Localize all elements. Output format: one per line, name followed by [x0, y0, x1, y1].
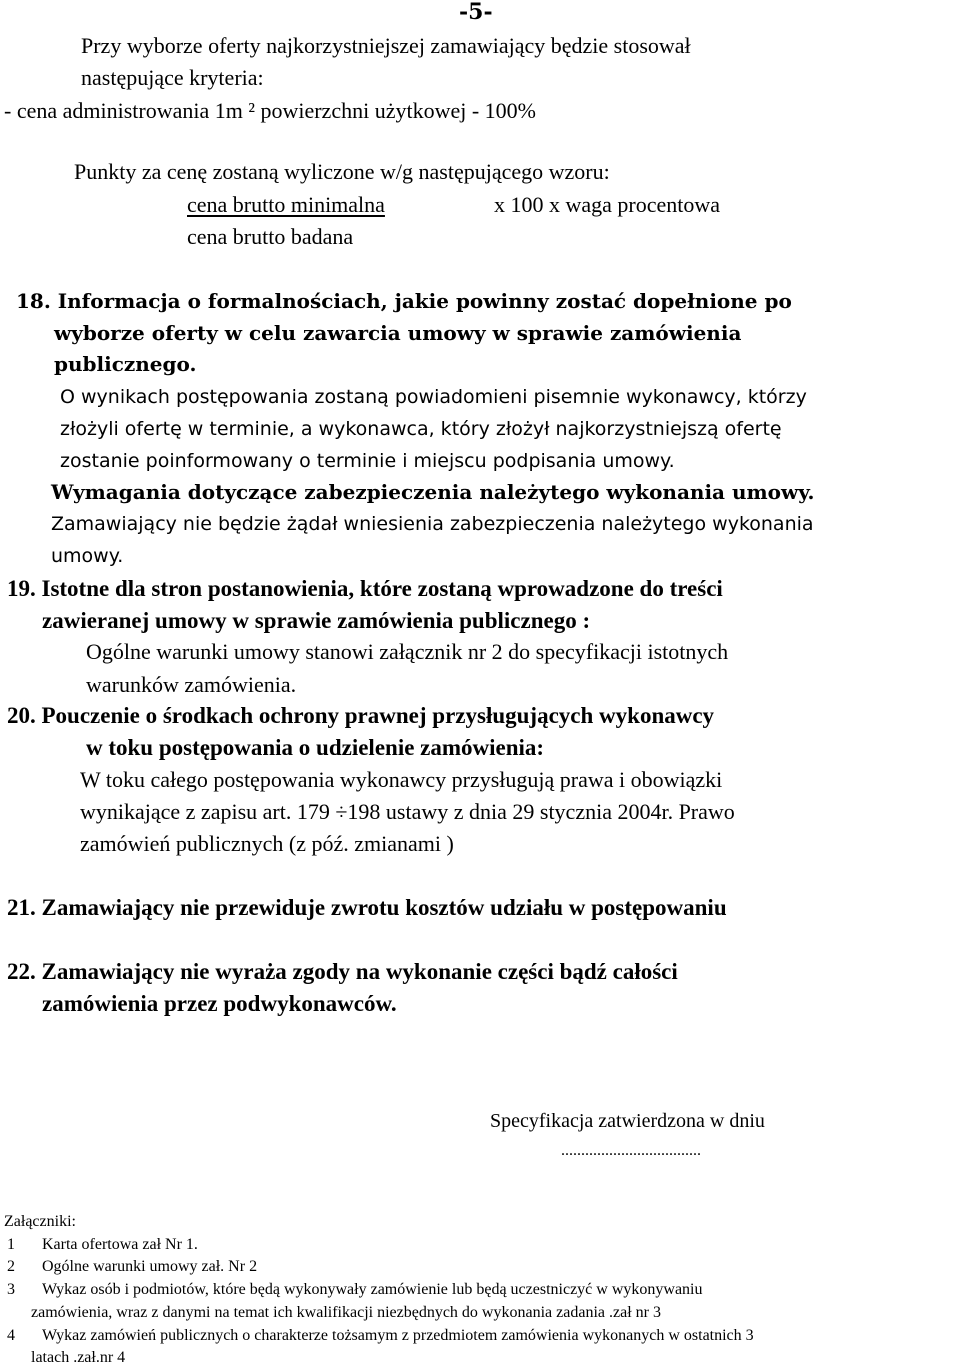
section-18-sub-body-line-1: Zamawiający nie będzie żądał wniesienia zabezpieczenia należytego wykonania [51, 513, 814, 535]
section-19-title-line-1: 19. Istotne dla stron postanowienia, które zostaną wprowadzone do treści [7, 576, 723, 601]
section-19-body-line-1: Ogólne warunki umowy stanowi załącznik nr 2 do specyfikacji istotnych [86, 639, 729, 664]
section-20-body-line-3: zamówień publicznych (z póź. zmianami ) [80, 831, 454, 856]
section-18-title-line-2: wyborze oferty w celu zawarcia umowy w sprawie zamówienia [54, 321, 742, 345]
approval-label: Specyfikacja zatwierdzona w dniu [490, 1110, 765, 1132]
formula-intro: Punkty za cenę zostaną wyliczone w/g następującego wzoru: [74, 159, 610, 184]
section-21-title: 21. Zamawiający nie przewiduje zwrotu kosztów udziału w postępowaniu [7, 895, 727, 920]
section-18-sub-title: Wymagania dotyczące zabezpieczenia należytego wykonania umowy. [51, 480, 815, 504]
formula-numerator: cena brutto minimalna [187, 192, 385, 217]
page-number: -5- [459, 0, 493, 25]
section-19-body-line-2: warunków zamówienia. [86, 672, 297, 697]
section-18-sub-body-line-2: umowy. [51, 545, 124, 567]
attachments-heading: Załączniki: [4, 1213, 76, 1230]
attachment-text-continued: zamówienia, wraz z danymi na temat ich kwalifikacji niezbędnych do wykonania zadania .zał nr 3 [31, 1304, 661, 1321]
attachment-text: Wykaz zamówień publicznych o charakterze tożsamym z przedmiotem zamówienia wykonanych w ostatnich 3 [42, 1327, 754, 1344]
approval-signature-dots: ................................... [561, 1142, 701, 1159]
criteria-intro-line-2: następujące kryteria: [81, 65, 264, 90]
attachment-text: Ogólne warunki umowy zał. Nr 2 [42, 1258, 258, 1275]
section-20-body-line-2: wynikające z zapisu art. 179 ÷198 ustawy z dnia 29 stycznia 2004r. Prawo [80, 799, 735, 824]
attachment-number: 1 [7, 1236, 15, 1253]
section-18-body-line-2: złożyli ofertę w terminie, a wykonawca, który złożył najkorzystniejszą ofertę [60, 418, 782, 440]
section-20-title-line-1: 20. Pouczenie o środkach ochrony prawnej przysługujących wykonawcy [7, 703, 715, 728]
section-20-body-line-1: W toku całego postępowania wykonawcy przysługują prawa i obowiązki [80, 767, 723, 792]
attachment-number: 2 [7, 1258, 15, 1275]
criteria-intro-line-1: Przy wyborze oferty najkorzystniejszej zamawiający będzie stosował [81, 33, 691, 58]
section-18-body-line-3: zostanie poinformowany o terminie i miejscu podpisania umowy. [60, 450, 675, 472]
section-18-title-line-1: 18. Informacja o formalnościach, jakie powinny zostać dopełnione po [16, 289, 792, 313]
section-22-title-line-2: zamówienia przez podwykonawców. [42, 991, 397, 1016]
section-18-body-line-1: O wynikach postępowania zostaną powiadomieni pisemnie wykonawcy, którzy [60, 386, 807, 408]
formula-denominator: cena brutto badana [187, 224, 354, 249]
attachment-number: 4 [7, 1327, 15, 1344]
attachment-text: Karta ofertowa zał Nr 1. [42, 1236, 198, 1253]
attachment-number: 3 [7, 1281, 15, 1298]
section-20-title-line-2: w toku postępowania o udzielenie zamówienia: [86, 735, 545, 760]
criteria-item: - cena administrowania 1m ² powierzchni użytkowej - 100% [4, 98, 536, 123]
section-18-title-line-3: publicznego. [54, 352, 197, 376]
attachment-text-continued: latach .zał.nr 4 [31, 1349, 126, 1366]
formula-multiplier: x 100 x waga procentowa [494, 192, 721, 217]
attachment-text: Wykaz osób i podmiotów, które będą wykonywały zamówienie lub będą uczestniczyć w wykonywaniu [42, 1281, 703, 1298]
section-22-title-line-1: 22. Zamawiający nie wyraża zgody na wykonanie części bądź całości [7, 959, 678, 984]
section-19-title-line-2: zawieranej umowy w sprawie zamówienia publicznego : [42, 608, 591, 633]
